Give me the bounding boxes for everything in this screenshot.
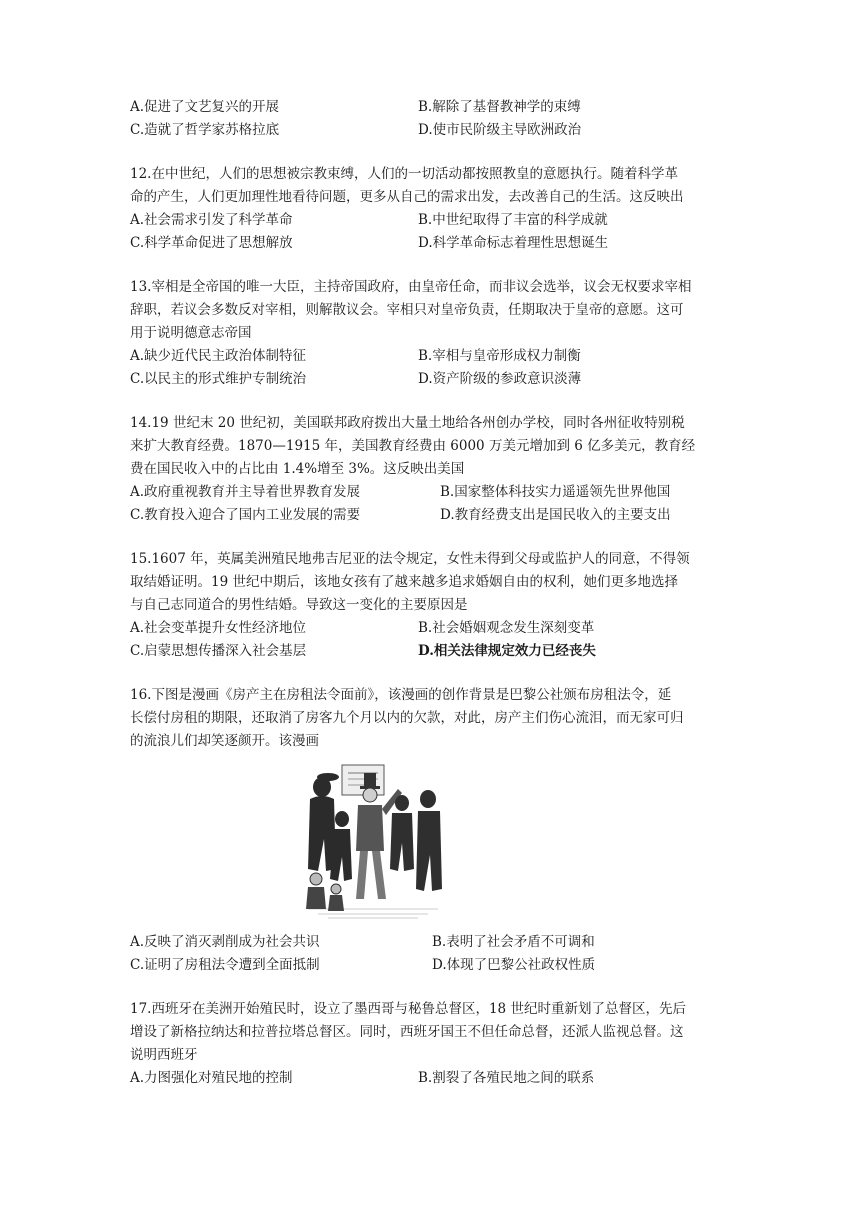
question-17 <box>130 998 740 1090</box>
option-a: A.社会变革提升女性经济地位 <box>130 620 307 636</box>
question-16 <box>130 684 740 977</box>
stem-line: 费在国民收入中的占比由 1.4%增至 3%。这反映出美国 <box>130 461 465 477</box>
question-stem <box>130 163 740 209</box>
stem-line: 来扩大教育经费。1870—1915 年，美国教育经费由 6000 万美元增加到 6 亿多美元，教育经 <box>130 438 696 454</box>
option-d: D.科学革命标志着理性思想诞生 <box>418 235 609 251</box>
option-a: A.反映了消灭剥削成为社会共识 <box>130 934 320 950</box>
option-d: D.相关法律规定效力已经丧失 <box>418 643 596 659</box>
options-grid <box>130 931 740 977</box>
option-c: C.以民主的形式维护专制统治 <box>130 371 307 387</box>
option-c: C.科学革命促进了思想解放 <box>130 235 293 251</box>
stem-line: 增设了新格拉纳达和拉普拉塔总督区。同时，西班牙国王不但任命总督，还派人监视总督。这 <box>130 1024 684 1040</box>
option-a: A.力图强化对殖民地的控制 <box>130 1070 293 1086</box>
option-d: D.体现了巴黎公社政权性质 <box>432 957 596 973</box>
stem-line: 取结婚证明。19 世纪中期后，该地女孩有了越来越多追求婚姻自由的权利，她们更多地选择 <box>130 574 678 590</box>
question-11 <box>130 96 740 142</box>
option-c: C.启蒙思想传播深入社会基层 <box>130 643 307 659</box>
options-grid <box>130 617 740 663</box>
option-b: B.国家整体科技实力遥遥领先世界他国 <box>440 484 671 500</box>
option-b: B.割裂了各殖民地之间的联系 <box>418 1070 595 1086</box>
question-stem <box>130 412 740 481</box>
stem-line: 说明西班牙 <box>130 1047 198 1063</box>
stem-line: 15.1607 年，英属美洲殖民地弗吉尼亚的法令规定，女性未得到父母或监护人的同意，不得领 <box>130 551 690 567</box>
stem-line: 12.在中世纪，人们的思想被宗教束缚，人们的一切活动都按照教皇的意愿执行。随着科学革 <box>130 166 678 182</box>
option-a: A.缺少近代民主政治体制特征 <box>130 348 307 364</box>
options-grid <box>130 1067 740 1090</box>
cartoon-illustration-icon <box>298 759 448 921</box>
option-b: B.宰相与皇帝形成权力制衡 <box>418 348 581 364</box>
stem-line: 14.19 世纪末 20 世纪初，美国联邦政府拨出大量土地给各州创办学校，同时各州征收特别税 <box>130 415 685 431</box>
option-b: B.社会婚姻观念发生深刻变革 <box>418 620 595 636</box>
question-stem <box>130 276 740 345</box>
question-stem <box>130 548 740 617</box>
stem-line: 长偿付房租的期限，还取消了房客九个月以内的欠款，对此，房产主们伤心流泪，而无家可归 <box>130 710 684 726</box>
stem-line: 16.下图是漫画《房产主在房租法令面前》，该漫画的创作背景是巴黎公社颁布房租法令，延 <box>130 687 672 703</box>
option-d: D.资产阶级的参政意识淡薄 <box>418 371 582 387</box>
stem-line: 用于说明德意志帝国 <box>130 325 252 341</box>
options-grid <box>130 209 740 255</box>
option-a: A.政府重视教育并主导着世界教育发展 <box>130 484 361 500</box>
stem-line: 与自己志同道合的男性结婚。导致这一变化的主要原因是 <box>130 597 468 613</box>
option-a: A.社会需求引发了科学革命 <box>130 212 293 228</box>
question-stem <box>130 998 740 1067</box>
option-a: A.促进了文艺复兴的开展 <box>130 99 280 115</box>
option-d: D.使市民阶级主导欧洲政治 <box>418 122 582 138</box>
option-b: B.解除了基督教神学的束缚 <box>418 99 581 115</box>
options-grid <box>130 481 740 527</box>
option-d: D.教育经费支出是国民收入的主要支出 <box>440 507 671 523</box>
question-13 <box>130 276 740 391</box>
option-c: C.造就了哲学家苏格拉底 <box>130 122 280 138</box>
option-c: C.证明了房租法令遭到全面抵制 <box>130 957 320 973</box>
question-stem <box>130 684 740 753</box>
stem-line: 辞职，若议会多数反对宰相，则解散议会。宰相只对皇帝负责，任期取决于皇帝的意愿。这可 <box>130 302 684 318</box>
question-15 <box>130 548 740 663</box>
question-14 <box>130 412 740 527</box>
options-grid <box>130 96 740 142</box>
exam-page <box>130 96 740 1090</box>
stem-line: 13.宰相是全帝国的唯一大臣，主持帝国政府，由皇帝任命，而非议会选举，议会无权要求宰相 <box>130 279 692 295</box>
options-grid <box>130 345 740 391</box>
option-b: B.表明了社会矛盾不可调和 <box>432 934 595 950</box>
question-12 <box>130 163 740 255</box>
stem-line: 17.西班牙在美洲开始殖民时，设立了墨西哥与秘鲁总督区，18 世纪时重新划了总督区，先后 <box>130 1001 686 1017</box>
option-c: C.教育投入迎合了国内工业发展的需要 <box>130 507 361 523</box>
stem-line: 的流浪儿们却笑逐颜开。该漫画 <box>130 733 319 749</box>
option-b: B.中世纪取得了丰富的科学成就 <box>418 212 608 228</box>
stem-line: 命的产生，人们更加理性地看待问题，更多从自己的需求出发，去改善自己的生活。这反映出 <box>130 189 684 205</box>
